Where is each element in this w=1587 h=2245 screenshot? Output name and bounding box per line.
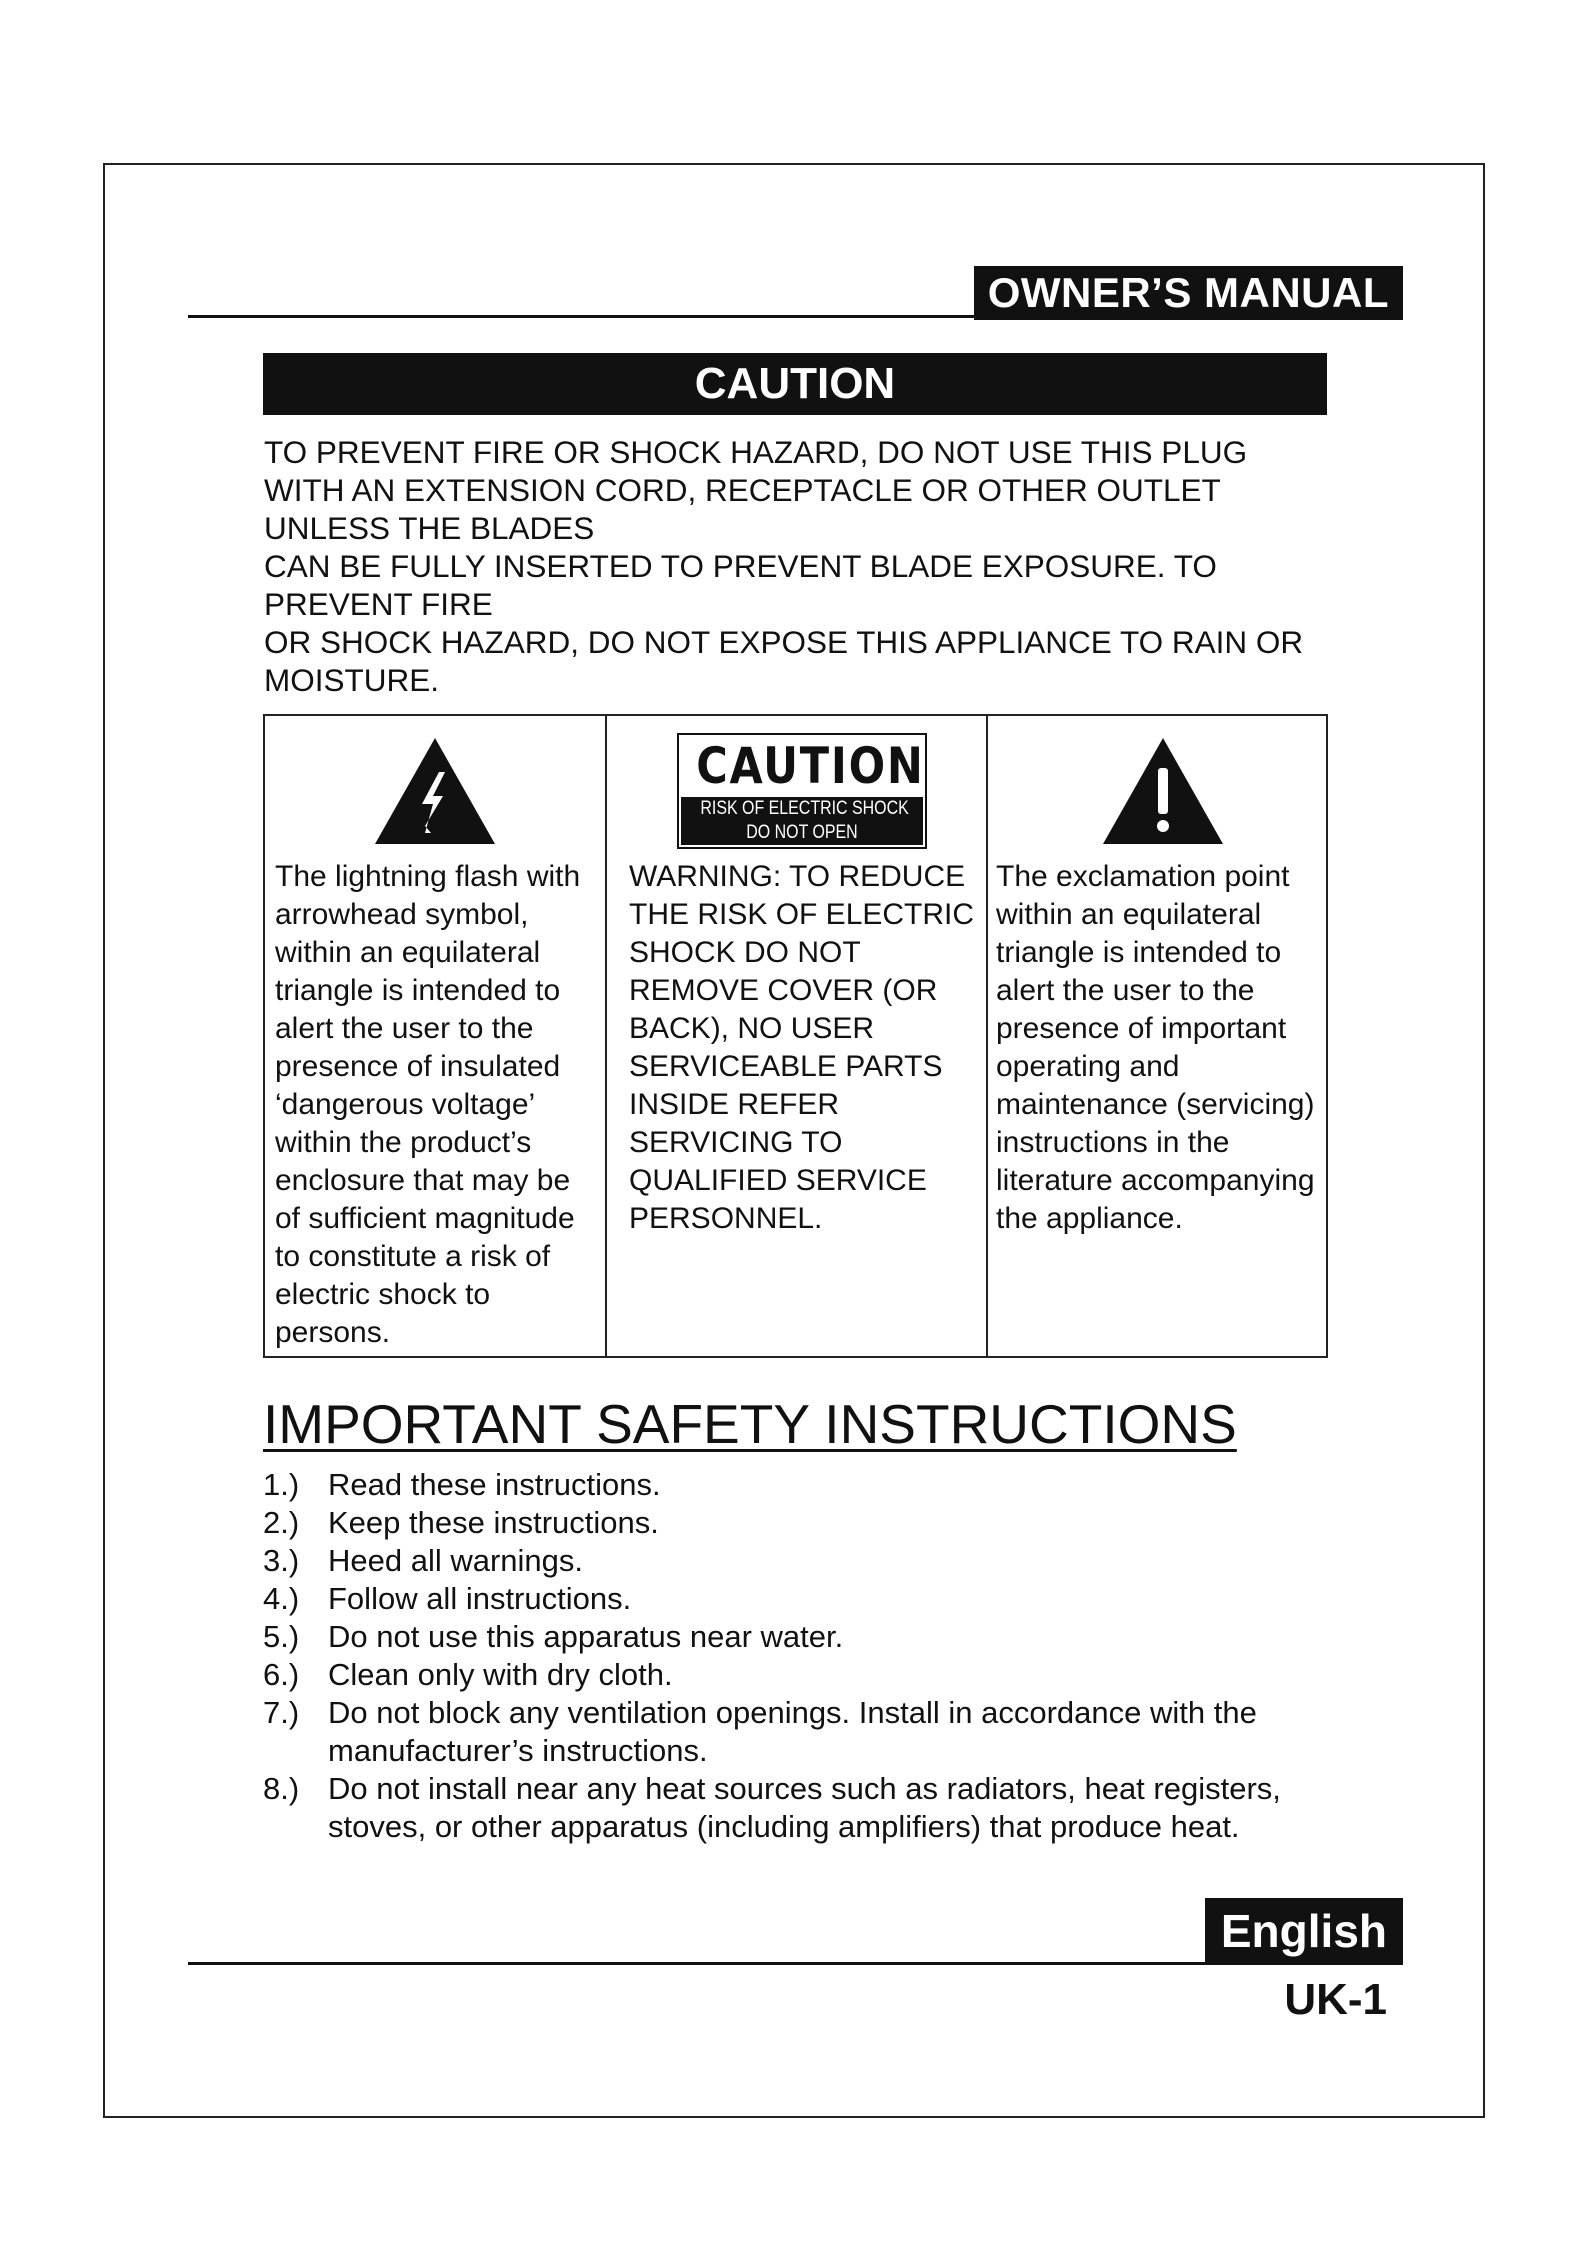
caution-label-line2: DO NOT OPEN [746,822,858,843]
caution-notice [264,433,1334,699]
item-text: Heed all warnings. [328,1543,584,1578]
list-item [263,1504,1383,1542]
caution-paragraph: TO PREVENT FIRE OR SHOCK HAZARD, DO NOT USE THIS PLUG WITH AN EXTENSION CORD, RECEPTACLE OR OTHER OUTLET UNLESS THE BLADES [264,434,1248,546]
list-item [263,1618,1383,1656]
exclamation-symbol-text: The exclamation point within an equilateral triangle is intended to alert the user to the presence of important operating and maintenance (servicing) instructions in the literature accompanying the appliance. [996,860,1315,1235]
item-text: Do not block any ventilation openings. Install in accordance with the manufacturer’s instructions. [328,1695,1257,1768]
caution-paragraph: CAN BE FULLY INSERTED TO PREVENT BLADE EXPOSURE. TO PREVENT FIRE [264,548,1217,622]
list-item [263,1466,1383,1504]
item-number: 2.) [263,1505,300,1540]
list-item [263,1656,1383,1694]
page-number: UK-1 [1284,1975,1387,2024]
warning-cell [607,716,988,1356]
item-text: Follow all instructions. [328,1581,632,1616]
caution-label-strip [681,797,923,845]
lightning-symbol-text: The lightning flash with arrowhead symbol, within an equilateral triangle is intended to alert the user to the presence of insulated ‘dangerous voltage’ within the product’s enclosure that may be of sufficient magnitude to constitute a risk of electric shock to persons. [275,860,581,1349]
footer-rule [188,1962,1403,1965]
caution-label-title: CAUTION [696,737,925,795]
item-text: Do not use this apparatus near water. [328,1619,844,1654]
caution-paragraph: OR SHOCK HAZARD, DO NOT EXPOSE THIS APPLIANCE TO RAIN OR MOISTURE. [264,624,1304,698]
lightning-triangle-icon [375,738,495,844]
list-item [263,1542,1383,1580]
item-text: Clean only with dry cloth. [328,1657,673,1692]
item-number: 5.) [263,1619,300,1654]
item-number: 1.) [263,1467,300,1502]
list-item [263,1580,1383,1618]
symbol-explanation-table [263,714,1328,1358]
safety-instructions-title: IMPORTANT SAFETY INSTRUCTIONS [263,1393,1237,1455]
item-number: 4.) [263,1581,300,1616]
warning-text: WARNING: TO REDUCE THE RISK OF ELECTRIC SHOCK DO NOT REMOVE COVER (OR BACK), NO USER SERVICEABLE PARTS INSIDE REFER SERVICING TO QUALIFIED SERVICE PERSONNEL. [629,860,975,1235]
manual-title-tag: OWNER’S MANUAL [974,266,1403,320]
exclamation-symbol-cell [988,716,1326,1356]
item-number: 8.) [263,1771,300,1806]
caution-heading: CAUTION [263,353,1327,415]
exclamation-triangle-icon [1103,738,1223,844]
list-item [263,1694,1383,1770]
caution-label-line1: RISK OF ELECTRIC SHOCK [700,798,909,819]
item-text: Read these instructions. [328,1467,661,1502]
item-number: 7.) [263,1695,300,1730]
item-number: 3.) [263,1543,300,1578]
item-text: Keep these instructions. [328,1505,659,1540]
item-text: Do not install near any heat sources such as radiators, heat registers, stoves, or other apparatus (including amplifiers) that produce heat. [328,1771,1281,1844]
list-item [263,1770,1383,1846]
item-number: 6.) [263,1657,300,1692]
safety-instructions-list [263,1466,1383,1846]
lightning-symbol-cell [265,716,607,1356]
caution-shock-label [677,733,927,849]
language-tag: English [1205,1898,1403,1964]
